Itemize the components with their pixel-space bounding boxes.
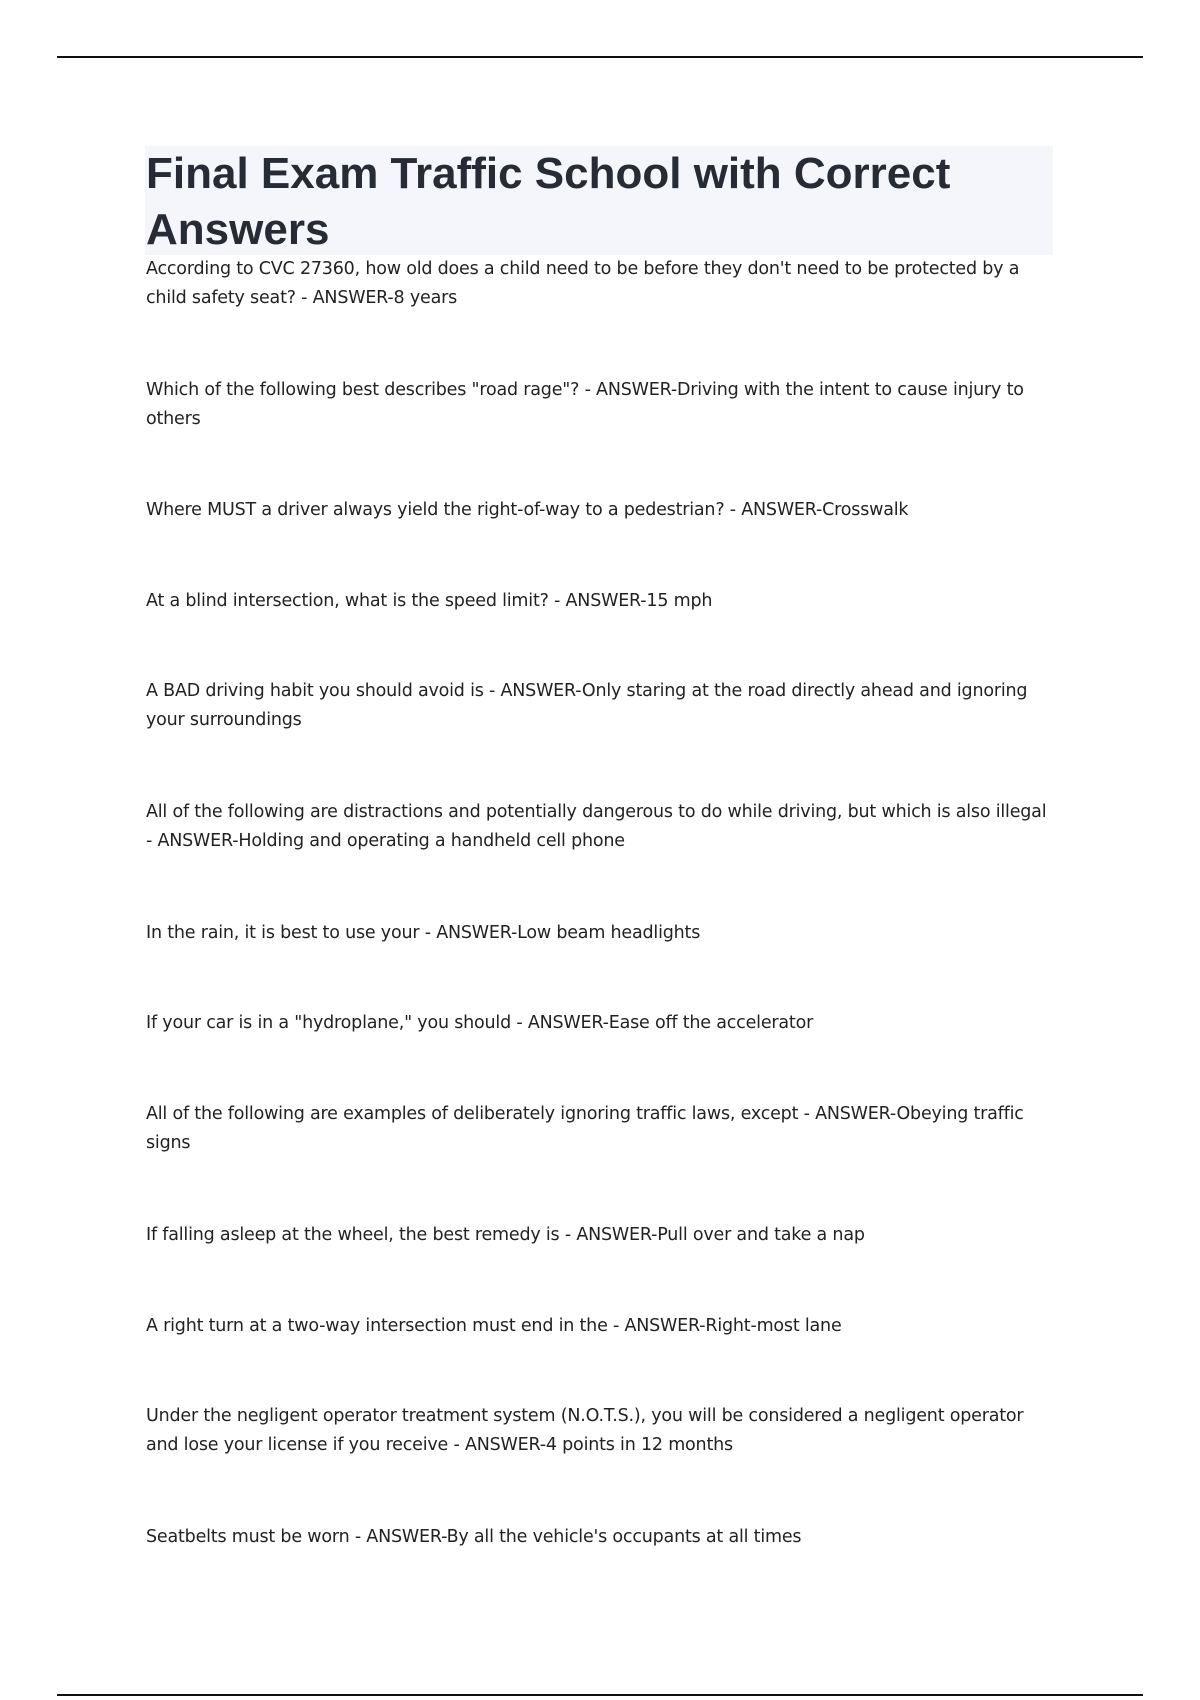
qa-item: Which of the following best describes "road rage"? - ANSWER-Driving with the intent to cause injury to others [146, 380, 1024, 429]
qa-item: If your car is in a "hydroplane," you should - ANSWER-Ease off the accelerator [146, 1013, 814, 1033]
qa-item: If falling asleep at the wheel, the best remedy is - ANSWER-Pull over and take a nap [146, 1225, 865, 1245]
page-title: Final Exam Traffic School with Correct Answers [146, 149, 951, 254]
qa-item: Seatbelts must be worn - ANSWER-By all the vehicle's occupants at all times [146, 1527, 802, 1547]
qa-item: All of the following are distractions and potentially dangerous to do while driving, but which is also illegal - ANSWER-Holding and operating a handheld cell phone [146, 802, 1047, 851]
qa-item: According to CVC 27360, how old does a child need to be before they don't need to be protected by a child safety seat? - ANSWER-8 years [146, 259, 1020, 308]
qa-item: Under the negligent operator treatment system (N.O.T.S.), you will be considered a negligent operator and lose your license if you receive - ANSWER-4 points in 12 months [146, 1406, 1024, 1455]
qa-item: At a blind intersection, what is the speed limit? - ANSWER-15 mph [146, 591, 713, 611]
qa-item: A BAD driving habit you should avoid is - ANSWER-Only staring at the road directly ahead and ignoring your surroundings [146, 681, 1028, 730]
qa-item: All of the following are examples of deliberately ignoring traffic laws, except - ANSWER-Obeying traffic signs [146, 1104, 1024, 1153]
bottom-rule [57, 1694, 1143, 1696]
qa-item: Where MUST a driver always yield the right-of-way to a pedestrian? - ANSWER-Crosswalk [146, 500, 909, 520]
qa-item: A right turn at a two-way intersection must end in the - ANSWER-Right-most lane [146, 1316, 842, 1336]
top-rule [57, 56, 1143, 58]
qa-item: In the rain, it is best to use your - ANSWER-Low beam headlights [146, 923, 701, 943]
